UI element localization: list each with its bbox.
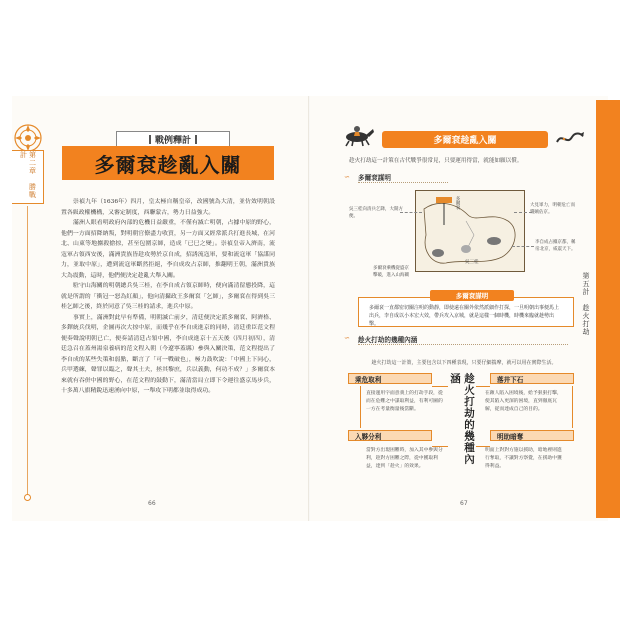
paragraph: 崇禎九年（1636年）四月，皇太極自稱皇帝，改國號為大清，並仿效明朝設置各級政權機構，又審定制度，西聯蒙古，勢力日益強大。 <box>61 199 275 216</box>
chapter-rule <box>27 206 28 496</box>
paragraph: 駐守山海關的明朝總兵吳三桂，在李自成占領京師時，便向滿清留態投降，這就是所謂的「衝冠一怒為紅顏」，他向清攝政王多爾袞「乞師」，多爾袞在得到吳三桂乞師之後，終於同意了吳三桂的請求，進兵中原。 <box>61 283 275 310</box>
leader-line <box>400 212 422 213</box>
left-page-title: 多爾袞趁亂入關 <box>62 146 274 180</box>
chapter-tab <box>596 100 620 518</box>
connector-line <box>432 386 448 387</box>
intro-text: 趁火打劫這一計策在古代戰爭很常見，只要運用得當，就能如願以償。 <box>349 158 523 164</box>
left-body-text <box>61 197 275 397</box>
cloud-icon: ∽ <box>344 334 350 342</box>
leader-line <box>512 246 534 247</box>
map-note-bottom-left: 多爾袞乘機從盛京擊破，進入山海關 <box>373 266 409 278</box>
map-note-right: 李自成占據京都，稱帝北京，威震天下。 <box>535 240 576 252</box>
method-label-3: 入夥分利 <box>348 430 432 441</box>
chapter-rule-end <box>24 494 31 501</box>
method-label-1: 乘危取利 <box>348 373 432 384</box>
illustration-heading: 多爾袞謀明 <box>358 172 448 183</box>
description-box: 多爾袞一直都密切關注明的動靜，即使遠在關外依然派細作打探，一旦明朝出事便馬上出兵，李自成以小本宏大效，帶兵攻入京城，就是這樣一個時機，時機來臨就趁勢出擊。 <box>358 297 574 327</box>
map-note-bottom-center: 吳三桂 <box>465 260 479 265</box>
methods-center-title: 趁火打劫的幾種內涵 <box>449 373 475 465</box>
paragraph: 滿洲人眼看明政府內部的危機日益嚴重，不僅有滅亡明朝，占據中原的野心，他們一方面招降納叛，對明朝官僚盡力收買，另一方面又經常派兵打進長城，在河北、山東等地擄殺搶掠，甚至包圍京師，造成「已巳之變」。崇禎皇帝入濟南，流寇軍占領西安後，滿洲貴族皆趁攻勢於京自成，招誘流寇軍，要和流寇軍「協謀同力，並取中原」，遭到流寇軍斷然拒絕，李自成攻占京師，推翻明王朝，滿洲貴族大為震動，這時，他們便決定趁亂大舉入關。 <box>61 220 275 279</box>
connector-line <box>572 386 573 428</box>
cloud-icon: ∽ <box>344 173 350 181</box>
method-text-3: 當對方出現困難時，加入其中參與分利，趁對方困難之際，從中獲取利益，達到「趁火」的效果。 <box>366 448 443 469</box>
method-text-4: 明面上對對方施以援助，暗地裡則進行奪取，不讓對方察覺，在援助中獲得利益。 <box>485 448 562 469</box>
method-text-2: 在敵人陷入困境後，給予狠狠打擊，使其陷入更深的困境，直到徹底瓦解，從而達成自己的目的。 <box>485 391 562 412</box>
connector-line <box>476 386 490 387</box>
right-page-title: 多爾袞趁亂入關 <box>382 131 548 148</box>
map-note-top-center: 多爾袞 <box>455 196 460 210</box>
methods-intro: 趁火打劫這一計策，主要包含以下四種表現，只要仔細揣摩，就可以用在實際生活。 <box>371 360 557 366</box>
page-number-right: 67 <box>460 500 468 507</box>
map-note-top-left: 吳三桂向清兵乞降，大開方便。 <box>349 207 403 219</box>
methods-heading: 趁火打劫的幾種內涵 <box>358 334 568 345</box>
connector-line <box>360 386 361 428</box>
map-note-top-right: 大見軍力，明朝危亡而殘賊佔京。 <box>530 203 575 215</box>
dragon-icon <box>555 128 585 148</box>
page-number-left: 66 <box>148 500 156 507</box>
example-label: 戰例釋計 <box>116 131 230 147</box>
chapter-label: 第二章 勝戰計 <box>12 150 44 204</box>
method-text-1: 直接運用字面意義上的打劫手段，從而在危難之中謀取利益，有利可圖的一方在考量衡量後當斷。 <box>366 391 443 412</box>
method-label-4: 明助暗奪 <box>490 430 574 441</box>
horse-rider-icon <box>340 123 376 147</box>
description-heading: 多爾袞謀明 <box>430 290 514 301</box>
book-gutter <box>308 96 310 521</box>
side-chapter-label: 第五計 趁火打劫 <box>582 272 590 336</box>
leader-line <box>514 212 532 213</box>
method-label-2: 落井下石 <box>490 373 574 384</box>
paragraph: 事實上，滿洲對此早有準備，明朝滅亡前夕，清廷便決定派多爾袞、阿濟格、多鐸統兵伐明，企圖再次大掠中原，而幾乎在李自成進京的同時，清廷重臣范文程便奏聲說明朝已亡，便奏請清廷占領中國，李自成進京十五天後（四月初四），清廷急召在蓋州湯泉養病的范文程入朝（今遼寧蓋縣）參與入關決策，范文程提出了李自成的某些失策和弱點，斷言了「可一戰破也」，極力鼓吹說：「中國上下同心，兵甲選練，聲罪以臨之，聲其土夫，拯其黎庶，兵以義動，何功不成？」多爾袞本來就有吞併中國的野心，在范文程的鼓動下，滿清當局立即下令運往盛京馬步兵，十多萬八旗精銳迅速湧向中原，一舉攻下明都並取得成功。 <box>61 314 275 394</box>
